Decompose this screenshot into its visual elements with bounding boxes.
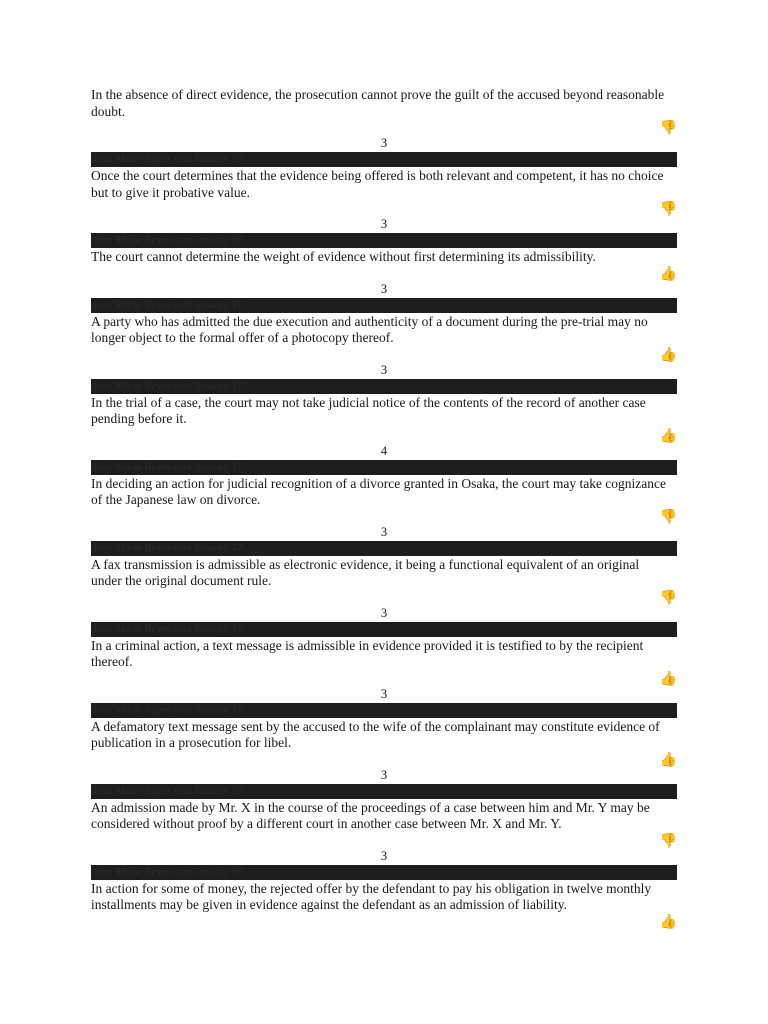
statement-item [91, 719, 677, 799]
reaction-count: 3 [380, 281, 388, 296]
reaction-count: 3 [380, 524, 388, 539]
thumbs-down-icon[interactable]: 👎 [659, 120, 677, 136]
thumbs-up-icon[interactable]: 👍 [659, 670, 677, 687]
document-page [91, 87, 677, 930]
redacted-byline: Jean Marie Reyes sent January 17 [91, 622, 677, 637]
thumbs-up-icon[interactable]: 👍 [659, 346, 677, 363]
statement-text: In action for some of money, the rejected offer by the defendant to pay his obligation in twelve monthly installments may be given in evidence against the defendant as an admission of liability. [91, 880, 652, 912]
reaction-count: 3 [380, 362, 388, 377]
thumbs-down-icon[interactable]: 👎 [659, 201, 677, 217]
statement-item [91, 800, 677, 880]
redacted-byline: Jean Marie Reyes sent January 17 [91, 152, 677, 167]
thumbs-up-icon[interactable]: 👍 [659, 913, 677, 930]
redacted-byline: Jean Marie Reyes sent January 17 [91, 541, 677, 556]
redacted-byline: Jean Marie Reyes sent January 17 [91, 379, 677, 394]
thumbs-down-icon[interactable]: 👎 [659, 508, 677, 525]
statement-text: In deciding an action for judicial recognition of a divorce granted in Osaka, the court may take cognizance of the Japanese law on divorce. [91, 475, 667, 507]
statement-text: A fax transmission is admissible as electronic evidence, it being a functional equivalent of an original under the original document rule. [91, 556, 640, 588]
statement-text: The court cannot determine the weight of evidence without first determining its admissibility. [91, 249, 596, 264]
statement-text: A defamatory text message sent by the accused to the wife of the complainant may constitute evidence of publication in a prosecution for libel. [91, 718, 660, 750]
statement-item [91, 87, 677, 167]
thumbs-up-icon[interactable]: 👍 [659, 265, 677, 282]
thumbs-up-icon[interactable]: 👍 [659, 751, 677, 768]
statement-item [91, 168, 677, 248]
statement-text: In the trial of a case, the court may not take judicial notice of the contents of the record of another case pending before it. [91, 394, 646, 426]
statement-text: In a criminal action, a text message is admissible in evidence provided it is testified to by the recipient thereof. [91, 637, 644, 669]
statement-text: In the absence of direct evidence, the prosecution cannot prove the guilt of the accused beyond reasonable doubt. [91, 87, 665, 119]
thumbs-down-icon[interactable]: 👎 [659, 589, 677, 606]
redacted-byline: Jean Marie Reyes sent January 17 [91, 865, 677, 880]
statement-item [91, 557, 677, 637]
statement-item [91, 638, 677, 718]
thumbs-down-icon[interactable]: 👎 [659, 832, 677, 849]
reaction-count: 3 [380, 848, 388, 863]
statement-text: A party who has admitted the due execution and authenticity of a document during the pre-trial may no longer object to the formal offer of a photocopy thereof. [91, 313, 648, 345]
statement-item [91, 314, 677, 394]
redacted-byline: Jean Marie Reyes sent January 17 [91, 703, 677, 718]
reaction-count: 3 [380, 686, 388, 701]
statement-item [91, 395, 677, 475]
reaction-count: 3 [380, 217, 388, 231]
statement-text: Once the court determines that the evidence being offered is both relevant and competent, it has no choice but to give it probative value. [91, 168, 664, 200]
reaction-count: 3 [380, 605, 388, 620]
reaction-count: 3 [380, 136, 388, 150]
thumbs-up-icon[interactable]: 👍 [659, 427, 677, 444]
redacted-byline: Jean Marie Reyes sent January 17 [91, 784, 677, 799]
redacted-byline: Jean Marie Reyes sent January 17 [91, 460, 677, 475]
statement-item [91, 476, 677, 556]
statement-item [91, 249, 677, 313]
reaction-count: 3 [380, 767, 388, 782]
reaction-count: 4 [380, 443, 388, 458]
statement-text: An admission made by Mr. X in the course of the proceedings of a case between him and Mr. Y may be considered without proof by a different court in another case between Mr. X and Mr. Y. [91, 799, 650, 831]
redacted-byline: Jean Marie Reyes sent January 17 [91, 233, 677, 248]
statement-item [91, 881, 677, 930]
redacted-byline: Jean Marie Reyes sent January 17 [91, 298, 677, 313]
